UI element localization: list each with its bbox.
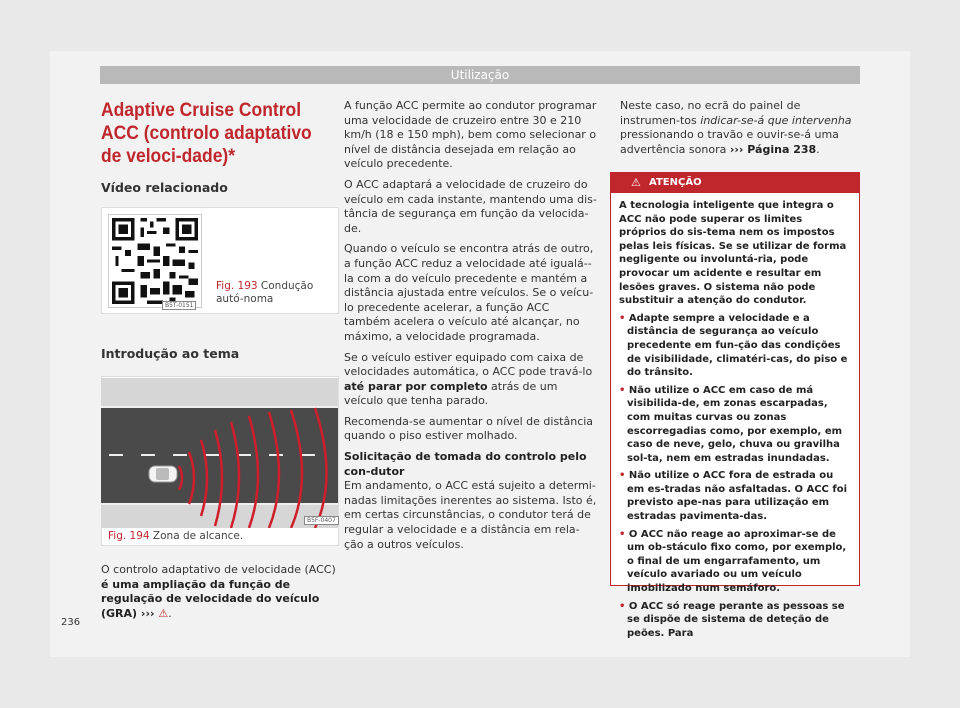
- warning-item: [619, 528, 851, 596]
- warning-item: [619, 384, 851, 466]
- intro-text: O controlo adaptativo de velocidade (ACC): [101, 563, 336, 576]
- paragraph: [344, 351, 598, 409]
- text: atrás de um veículo que tenha parado.: [344, 379, 558, 408]
- paragraph: Recomenda-se aumentar o nível de distância quando o piso estiver molhado.: [344, 414, 594, 443]
- warning-intro: A tecnologia inteligente que integra o ACC não pode superar os limites próprios do sis-tema nem os impostos pelas leis físicas. Se se utilizar de forma negligente ou involuntá-ria, pode provocar um acidente e resultar em lesões graves. O sistema não pode substituir a atenção do condutor.: [619, 200, 847, 307]
- text: Neste caso, no ecrã do painel de instrumen-tos: [620, 99, 801, 127]
- warning-box: [610, 172, 860, 639]
- intro-paragraph: O controlo adaptativo de velocidade (ACC) é uma ampliação da função de regulação de velocidade do veículo (GRA) ››› ⚠.: [101, 563, 336, 620]
- figure-194-caption: [108, 530, 243, 543]
- right-column-text: [620, 99, 860, 157]
- italic-text: indicar-se-á que intervenha: [700, 113, 852, 127]
- warning-item-text: Adapte sempre a velocidade e a distância de segurança ao veículo precedente em fun-ção das condições de visibilidade, climatéri-cas, do piso e do trânsito.: [627, 312, 848, 379]
- bullet-icon: •: [619, 312, 629, 324]
- subheading-text: Solicitação de tomada do controlo pelo con-dutor: [344, 450, 587, 478]
- paragraph: Em andamento, o ACC está sujeito a determi-nadas limitações inerentes ao sistema. Isto é, em certas circunstâncias, o condutor terá de regular a velocidade e a distância em rela-ção a outros veículos.: [344, 479, 597, 551]
- video-heading: Vídeo relacionado: [101, 180, 228, 195]
- warning-title: ATENÇÃO: [649, 177, 702, 188]
- warning-triangle-icon: ⚠: [631, 176, 641, 189]
- warning-header: [611, 173, 859, 193]
- text: Se o veículo estiver equipado com caixa de velocidades automática, o ACC pode travá-lo: [344, 350, 593, 379]
- warning-triangle-icon[interactable]: ⚠: [158, 606, 169, 620]
- warning-item-text: O ACC só reage perante as pessoas se se dispõe de sistema de deteção de peões. Para: [627, 600, 845, 639]
- warning-item: [619, 600, 851, 641]
- warning-item: [619, 469, 851, 523]
- bullet-icon: •: [619, 384, 629, 396]
- bullet-icon: •: [619, 600, 629, 612]
- warning-item-text: Não utilize o ACC em caso de má visibilida-de, em zonas escarpadas, com muitas curvas ou zonas escorregadias como, por exemplo, em caso de neve, gelo, chuva ou gravilha sol-ta, nem em estradas inundadas.: [627, 384, 843, 464]
- warning-item-text: O ACC não reage ao aproximar-se de um ob-stáculo fixo como, por exemplo, o final de um engarrafamento, um veículo avariado ou um veículo imobilizado num semáforo.: [627, 528, 847, 595]
- warning-item-text: Não utilize o ACC fora de estrada ou em es-tradas não asfaltadas. O ACC foi previsto ape-nas para utilização em estradas pavimenta-das.: [627, 470, 848, 523]
- bullet-icon: •: [619, 528, 629, 540]
- bold-text: até parar por completo: [344, 379, 488, 393]
- figure-code: B5F-0407: [304, 516, 339, 525]
- paragraph: Quando o veículo se encontra atrás de outro, a função ACC reduz a velocidade até igualá--la com a do veículo precedente e mantém a distância ajustada entre veículos. Se o veícu-lo precedente acelerar, a função ACC também acelera o veículo até alcançar, no máximo, a velocidade programada.: [344, 242, 594, 343]
- figure-number: Fig. 194: [108, 530, 150, 542]
- text: .: [816, 142, 820, 156]
- warning-body: [611, 193, 859, 640]
- acc-range-illustration: [101, 378, 338, 528]
- figure-number: Fig. 193: [216, 280, 258, 292]
- paragraph: O ACC adaptará a velocidade de cruzeiro do veículo em cada instante, mantendo uma dis-tância de segurança em função da velocida-de.: [344, 177, 597, 235]
- figure-code: B5T-0151: [162, 301, 196, 310]
- section-title: Utilização: [450, 68, 510, 82]
- text: pressionando o travão e ouvir-se-á uma advertência sonora: [620, 128, 839, 156]
- figure-193-caption: [216, 280, 334, 306]
- page-number: 236: [61, 617, 81, 628]
- warning-item: [619, 312, 851, 380]
- middle-column: [344, 99, 598, 558]
- caption-text: Zona de alcance.: [152, 530, 244, 542]
- intro-heading: Introdução ao tema: [101, 346, 240, 361]
- warning-link[interactable]: ›››: [137, 606, 159, 620]
- qr-code-icon[interactable]: [108, 214, 202, 308]
- paragraph: A função ACC permite ao condutor programar uma velocidade de cruzeiro entre 30 e 210 km/h (18 e 150 mph), bem como selecionar o nível de distância desejada em relação ao veículo precedente.: [344, 99, 597, 171]
- page-title: Adaptive Cruise Control ACC (controlo adaptativo de veloci-dade)*: [101, 100, 312, 167]
- intro-bold: é uma ampliação da função de regulação de velocidade do veículo (GRA): [101, 577, 320, 620]
- caption-text: Condução autó-noma: [216, 280, 314, 305]
- section-header: [100, 66, 860, 84]
- bullet-icon: •: [619, 470, 629, 482]
- subheading: [344, 450, 598, 479]
- page-link[interactable]: ››› Página 238: [729, 142, 817, 156]
